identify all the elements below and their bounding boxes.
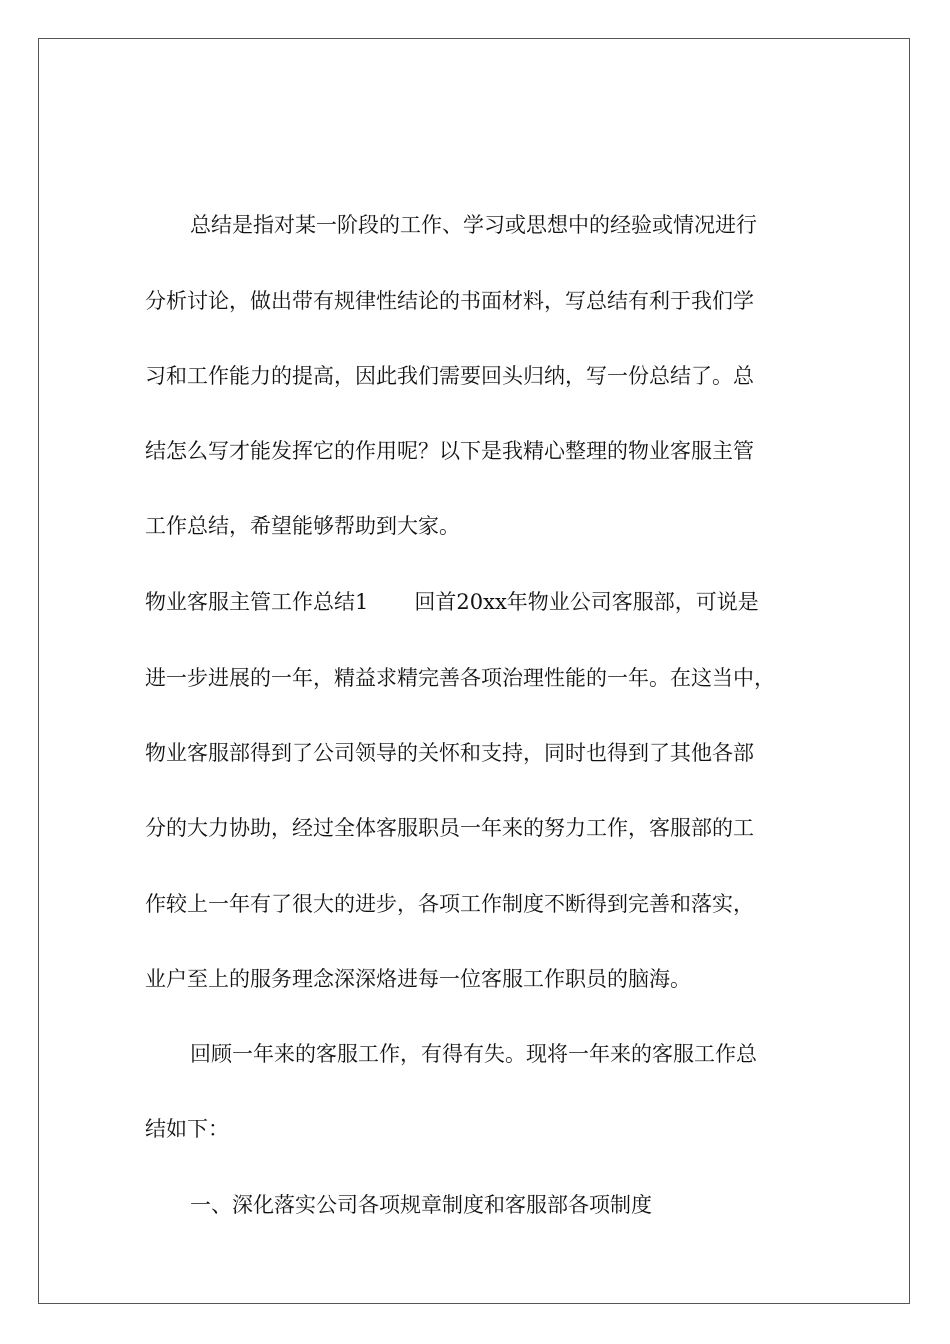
- intro-line-1: 总结是指对某一阶段的工作、学习或思想中的经验或情况进行: [190, 213, 757, 237]
- section-first-line-text: 回首20xx年物业公司客服部，可说是: [414, 590, 759, 614]
- body-line-5: 业户至上的服务理念深深烙进每一位客服工作职员的脑海。: [145, 967, 691, 991]
- intro-line-5: 工作总结，希望能够帮助到大家。: [145, 514, 460, 538]
- body-line-3: 分的大力协助，经过全体客服职员一年来的努力工作，客服部的工: [145, 816, 754, 840]
- heading-one: 一、深化落实公司各项规章制度和客服部各项制度: [190, 1193, 652, 1217]
- body-line-2: 物业客服部得到了公司领导的关怀和支持，同时也得到了其他各部: [145, 741, 754, 765]
- body-line-1: 进一步进展的一年，精益求精完善各项治理性能的一年。在这当中，: [145, 666, 775, 690]
- review-line-1: 回顾一年来的客服工作，有得有失。现将一年来的客服工作总: [190, 1042, 757, 1066]
- intro-line-3: 习和工作能力的提高，因此我们需要回头归纳，写一份总结了。总: [145, 364, 754, 388]
- section-title: 物业客服主管工作总结1: [145, 590, 369, 614]
- body-line-4: 作较上一年有了很大的进步，各项工作制度不断得到完善和落实，: [145, 892, 754, 916]
- intro-line-4: 结怎么写才能发挥它的作用呢？以下是我精心整理的物业客服主管: [145, 439, 754, 463]
- section-first-line: [145, 589, 759, 615]
- review-line-2: 结如下：: [145, 1117, 229, 1141]
- intro-line-2: 分析讨论，做出带有规律性结论的书面材料，写总结有利于我们学: [145, 289, 754, 313]
